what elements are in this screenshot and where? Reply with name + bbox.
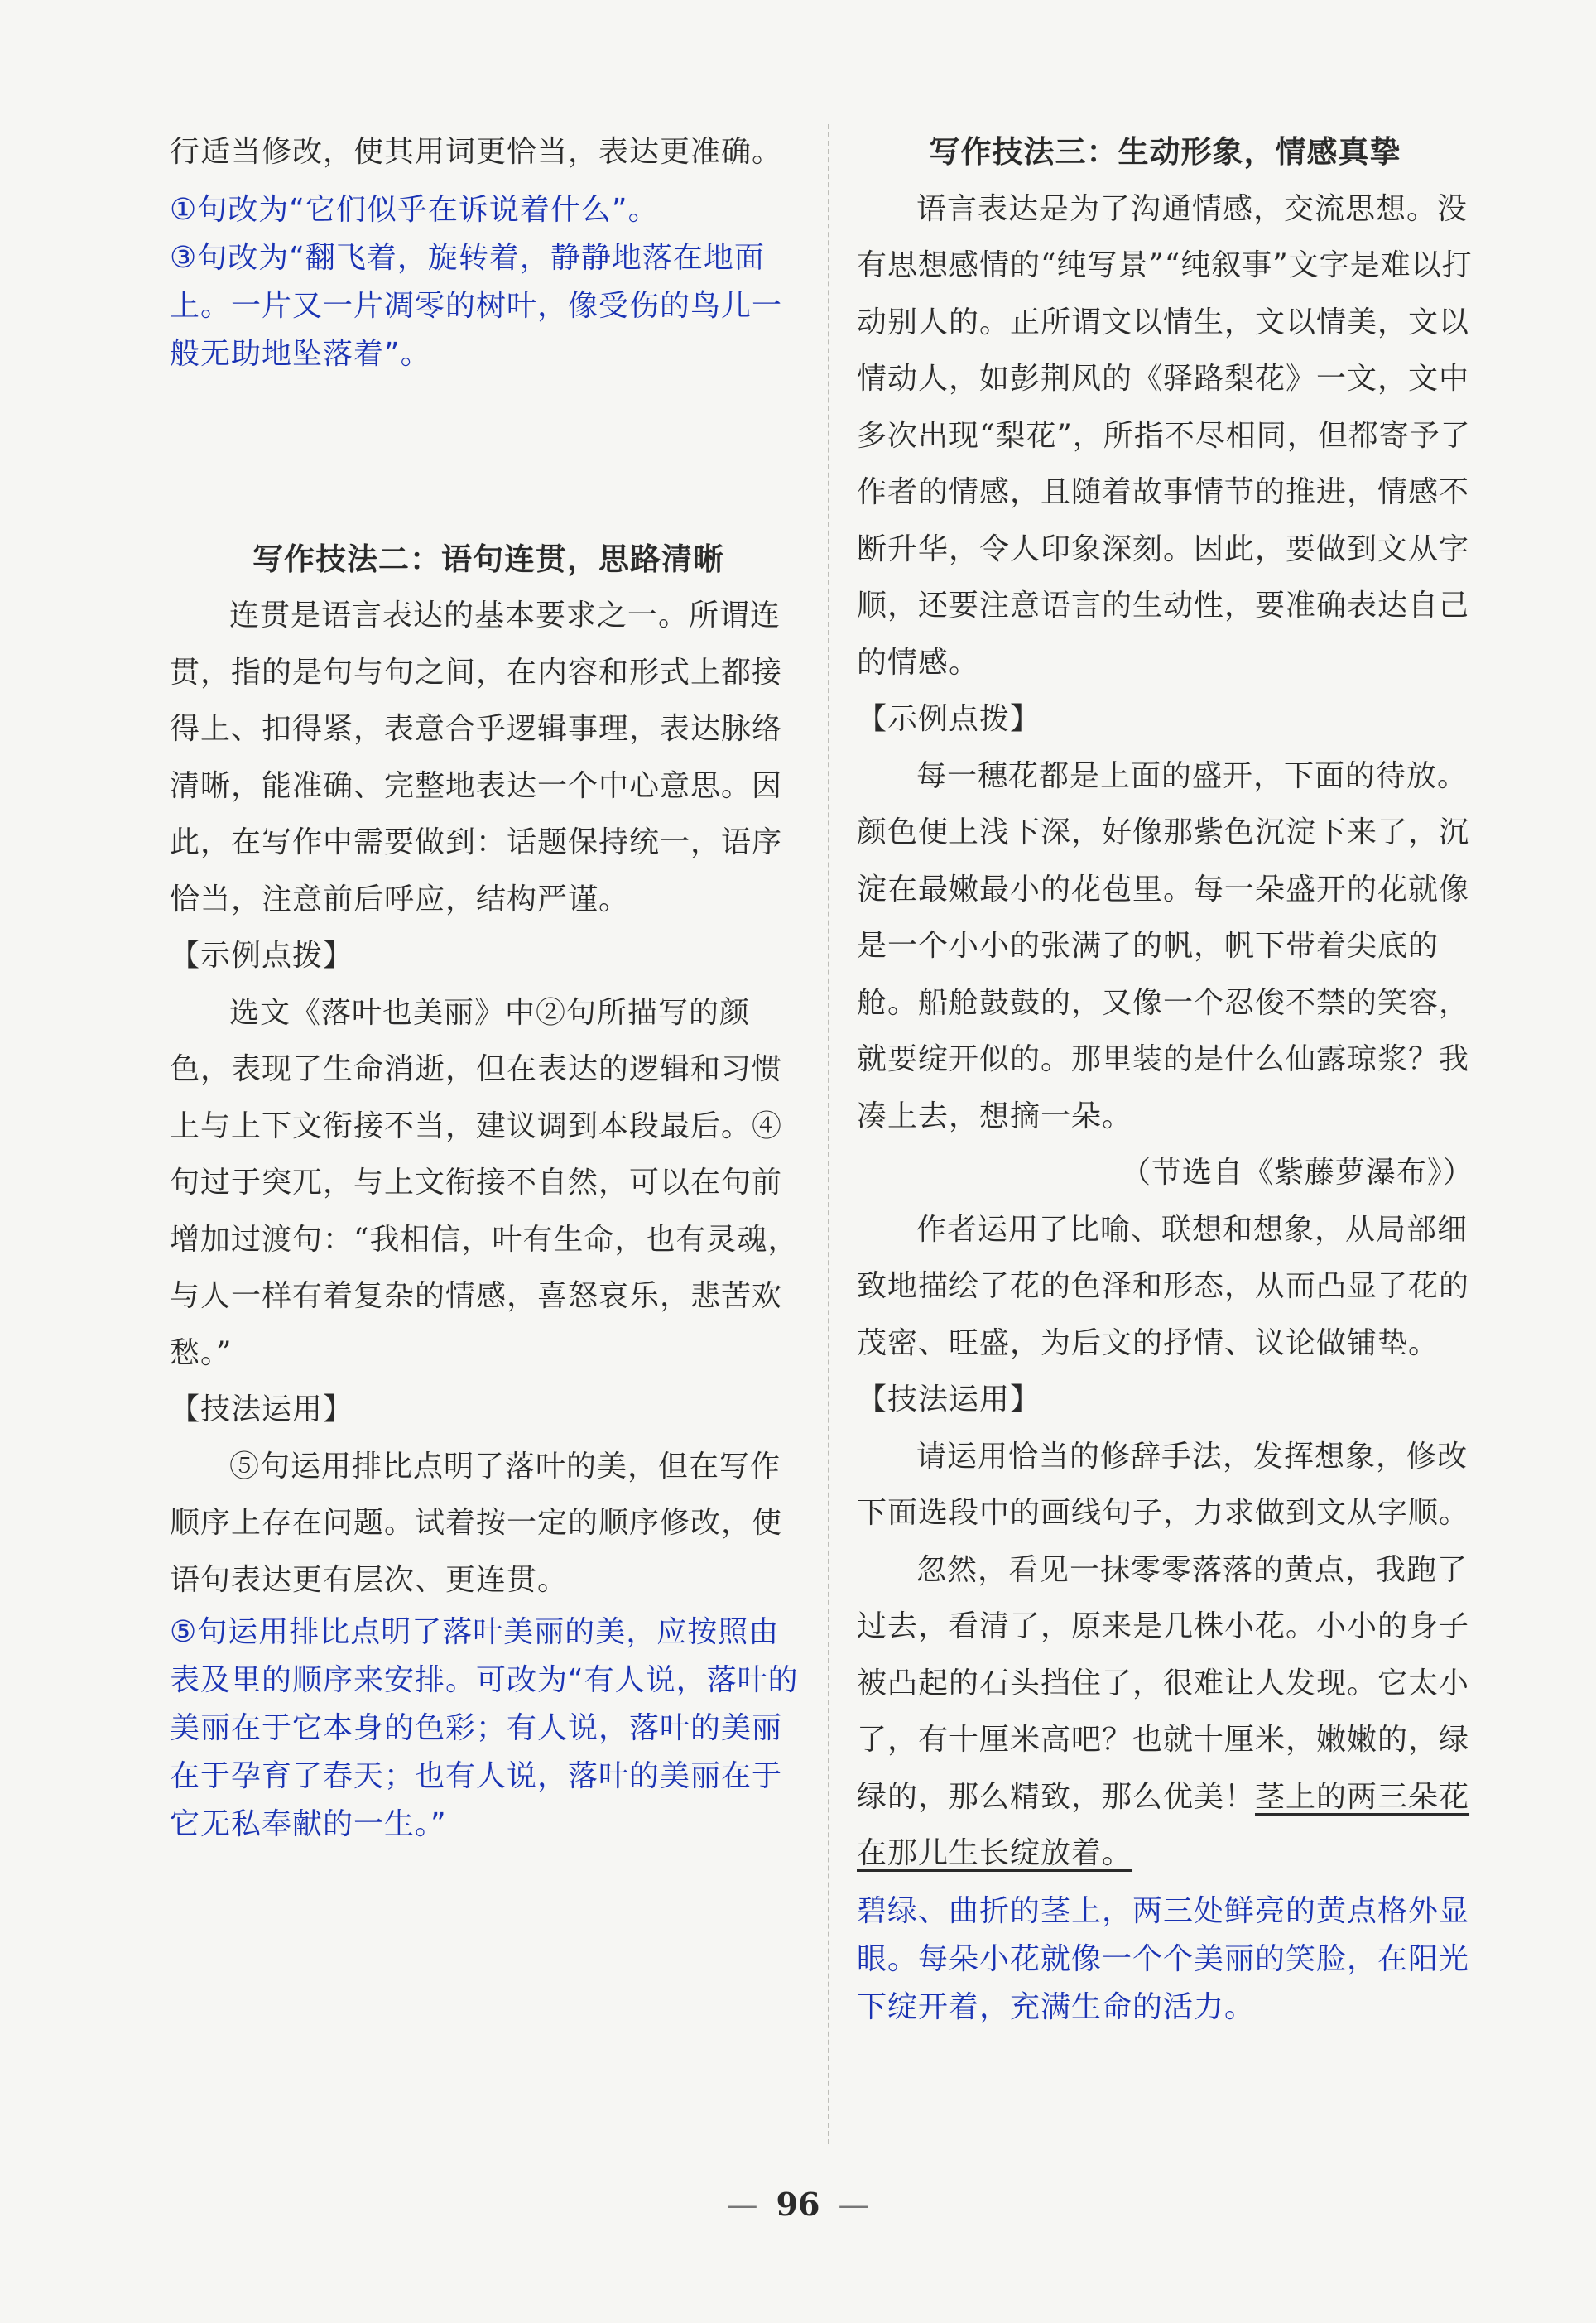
page-number: — 96 —	[726, 2186, 870, 2223]
intro-technique-2: 连贯是语言表达的基本要求之一。所谓连贯，指的是句与句之间，在内容和形式上都接得上、扣得紧，表意合乎逻辑事理，表达脉络清晰，能准确、完整地表达一个中心意思。因此，在写作中需要做到：话题保持统一，语序恰当，注意前后呼应，结构严谨。	[170, 599, 783, 916]
intro-technique-3: 语言表达是为了沟通情感，交流思想。没有思想感情的“纯写景”“纯叙事”文字是难以打动别人的。正所谓文以情生，文以情美，文以情动人，如彭荆风的《驿路梨花》一文，文中多次出现“梨花”，所指不尽相同，但都寄予了作者的情感，且随着故事情节的推进，情感不断升华，令人印象深刻。因此，要做到文从字顺，还要注意语言的生动性，要准确表达自己的情感。	[857, 191, 1473, 680]
heading-technique-3: 写作技法三：生动形象，情感真挚	[929, 134, 1401, 170]
answer-2: ⑤句运用排比点明了落叶美丽的美，应按照由表及里的顺序来安排。可改为“有人说，落叶的美丽在于它本身的色彩；有人说，落叶的美丽在于孕育了春天；也有人说，落叶的美丽在于它无私奉献的一生。”	[170, 1615, 799, 1841]
apply-text-left: ⑤句运用排比点明了落叶的美，但在写作顺序上存在问题。试着按一定的顺序修改，使语句表达更有层次、更连贯。	[170, 1449, 783, 1597]
answer-1a: ①句改为“它们似乎在诉说着什么”。	[170, 192, 659, 227]
example-tag-left: 【示例点拨】	[170, 939, 354, 973]
passage-underlined-sentence: 茎上的两三朵花在那儿生长绽放着。	[857, 1779, 1470, 1870]
passage-text	[857, 1542, 1473, 1883]
right-column	[857, 124, 1473, 2032]
apply-tag-right: 【技法运用】	[857, 1383, 1041, 1416]
example-text-left: 选文《落叶也美丽》中②句所描写的颜色，表现了生命消逝，但在表达的逻辑和习惯上与上下文衔接不当，建议调到本段最后。④句过于突兀，与上文衔接不自然，可以在句前增加过渡句：“我相信，叶有生命，也有灵魂，与人一样有着复杂的情感，喜怒哀乐，悲苦欢愁。”	[170, 995, 799, 1370]
source-citation: （节选自《紫藤萝瀑布》）	[1120, 1156, 1473, 1190]
column-divider	[828, 124, 829, 2144]
analysis-text: 作者运用了比喻、联想和想象，从局部细致地描绘了花的色泽和形态，从而凸显了花的茂密、旺盛，为后文的抒情、议论做铺垫。	[857, 1212, 1470, 1360]
heading-technique-2: 写作技法二：语句连贯，思路清晰	[252, 541, 724, 577]
example-tag-right: 【示例点拨】	[857, 702, 1041, 736]
apply-text-right: 请运用恰当的修辞手法，发挥想象，修改下面选段中的画线句子，力求做到文从字顺。	[857, 1439, 1470, 1530]
apply-tag-left: 【技法运用】	[170, 1392, 354, 1426]
continued-paragraph: 行适当修改，使其用词更恰当，表达更准确。	[170, 135, 783, 169]
answer-3: 碧绿、曲折的茎上，两三处鲜亮的黄点格外显眼。每朵小花就像一个个美丽的笑脸，在阳光下绽开着，充满生命的活力。	[857, 1893, 1470, 2024]
answer-1b: ③句改为“翻飞着，旋转着，静静地落在地面上。一片又一片凋零的树叶，像受伤的鸟儿一般无助地坠落着”。	[170, 240, 783, 371]
example-text-right: 每一穗花都是上面的盛开，下面的待放。颜色便上浅下深，好像那紫色沉淀下来了，沉淀在最嫩最小的花苞里。每一朵盛开的花就像是一个小小的张满了的帆，帆下带着尖底的舱。船舱鼓鼓的，又像一个忍俊不禁的笑容，就要绽开似的。那里装的是什么仙露琼浆？我凑上去，想摘一朵。	[857, 758, 1470, 1133]
passage-body: 忽然，看见一抹零零落落的黄点，我跑了过去，看清了，原来是几株小花。小小的身子被凸起的石头挡住了，很难让人发现。它太小了，有十厘米高吧？也就十厘米，嫩嫩的，绿绿的，那么精致，那么优美！	[857, 1552, 1470, 1814]
left-column	[170, 124, 807, 1849]
page-number-value: 96	[776, 2186, 820, 2223]
